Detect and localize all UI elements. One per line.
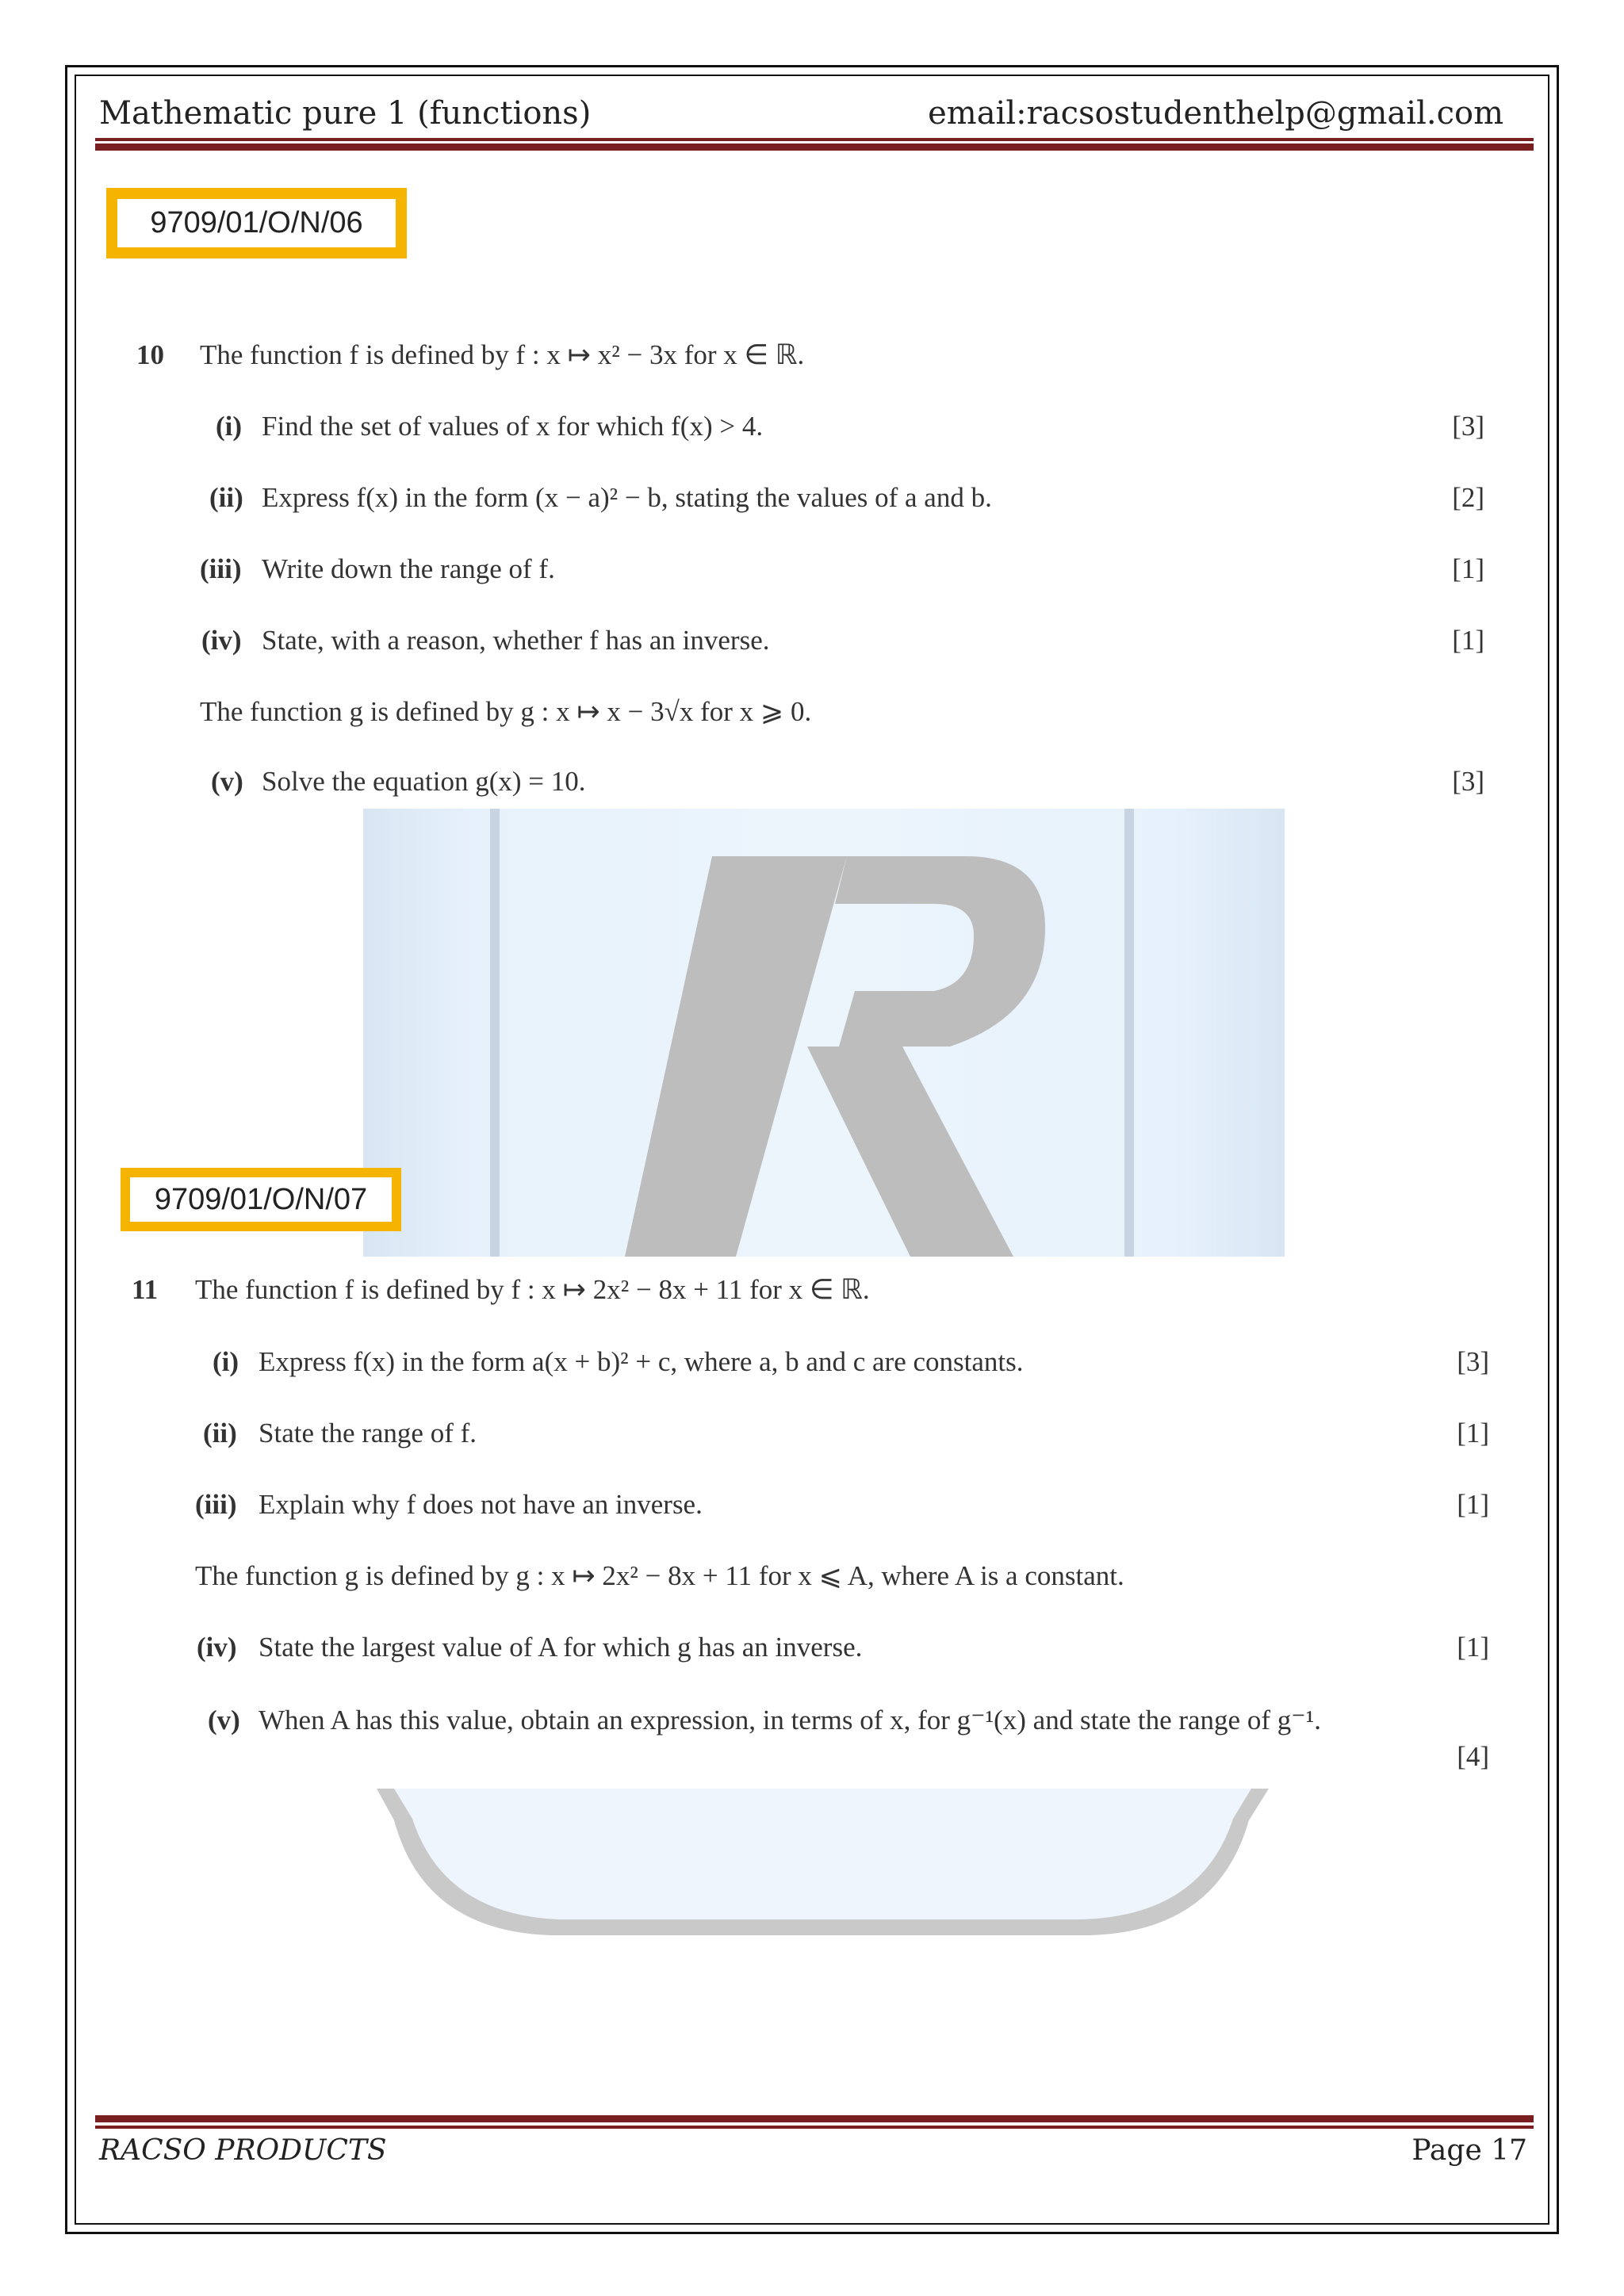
part-marks: [3]	[1452, 411, 1484, 442]
function-g-definition: The function g is defined by g : x ↦ x − 3√x for x ⩾ 0.	[200, 696, 812, 727]
part-text: State the largest value of A for which g has an inverse.	[259, 1632, 863, 1663]
part-label: (v)	[211, 766, 243, 797]
watermark-r-letter	[363, 809, 1285, 1257]
part-marks: [1]	[1457, 1632, 1489, 1663]
part-marks: [1]	[1457, 1418, 1489, 1448]
function-g-definition: The function g is defined by g : x ↦ 2x² − 8x + 11 for x ⩽ A, where A is a constant.	[195, 1560, 1124, 1591]
part-text: Write down the range of f.	[262, 553, 555, 584]
part-label: (v)	[208, 1705, 240, 1735]
part-label: (iii)	[200, 553, 242, 584]
part-text: Explain why f does not have an inverse.	[259, 1489, 703, 1520]
part-text: When A has this value, obtain an expression, in terms of x, for g⁻¹(x) and state the range of g⁻¹.	[259, 1705, 1321, 1735]
header-rule	[95, 138, 1534, 141]
header-rule-thick	[95, 144, 1534, 151]
part-marks: [4]	[1457, 1741, 1489, 1772]
part-text: Find the set of values of x for which f(x) > 4.	[262, 411, 764, 442]
question-intro: The function f is defined by f : x ↦ 2x² − 8x + 11 for x ∈ ℝ.	[195, 1274, 870, 1305]
part-text: State the range of f.	[259, 1418, 477, 1448]
watermark-bowl	[377, 1789, 1269, 1939]
part-label: (ii)	[209, 482, 243, 513]
watermark-logo	[363, 809, 1285, 1257]
part-label: (i)	[216, 411, 243, 442]
part-label: (ii)	[203, 1418, 237, 1448]
part-text: Solve the equation g(x) = 10.	[262, 766, 586, 797]
exam-code-badge	[106, 188, 407, 258]
part-marks: [3]	[1457, 1346, 1489, 1377]
question-intro: The function f is defined by f : x ↦ x² − 3x for x ∈ ℝ.	[200, 339, 805, 370]
part-marks: [1]	[1452, 625, 1484, 656]
part-marks: [1]	[1457, 1489, 1489, 1520]
question-number: 10	[136, 339, 164, 370]
part-marks: [3]	[1452, 766, 1484, 797]
exam-code-badge	[121, 1168, 401, 1231]
part-text: Express f(x) in the form (x − a)² − b, stating the values of a and b.	[262, 482, 992, 513]
header-email: email:racsostudenthelp@gmail.com	[928, 95, 1503, 132]
part-text: State, with a reason, whether f has an inverse.	[262, 625, 770, 656]
part-label: (iii)	[195, 1489, 237, 1520]
part-text: Express f(x) in the form a(x + b)² + c, where a, b and c are constants.	[259, 1346, 1024, 1377]
exam-code: 9709/01/O/N/06	[117, 199, 396, 247]
part-marks: [1]	[1452, 553, 1484, 584]
exam-code: 9709/01/O/N/07	[130, 1177, 392, 1222]
part-marks: [2]	[1452, 482, 1484, 513]
part-label: (i)	[213, 1346, 239, 1377]
part-label: (iv)	[201, 625, 242, 656]
page-number: Page 17	[1411, 2134, 1527, 2167]
footer-rule	[95, 2126, 1534, 2129]
footer-brand: RACSO PRODUCTS	[99, 2134, 387, 2167]
header-title: Mathematic pure 1 (functions)	[99, 95, 592, 132]
question-number: 11	[132, 1274, 159, 1305]
part-label: (iv)	[197, 1632, 237, 1663]
footer-rule-thick	[95, 2115, 1534, 2122]
